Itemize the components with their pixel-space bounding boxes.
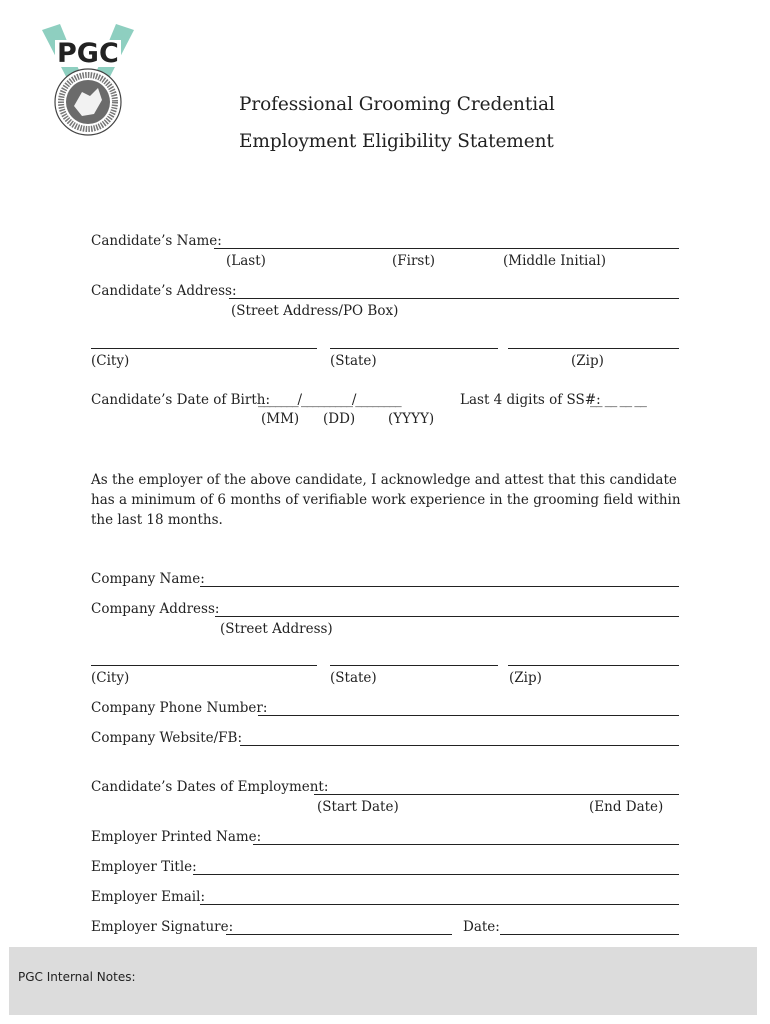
company-city-field[interactable] <box>91 665 317 666</box>
end-date-caption: (End Date) <box>589 799 664 815</box>
company-website-field[interactable] <box>240 745 679 746</box>
date-field[interactable] <box>500 934 679 935</box>
company-state-field[interactable] <box>330 665 498 666</box>
company-street-field[interactable] <box>215 616 679 617</box>
candidate-zip-field[interactable] <box>508 348 679 349</box>
company-address-label: Company Address: <box>91 601 220 617</box>
employment-dates-label: Candidate’s Dates of Employment: <box>91 779 329 795</box>
document-title-line2: Employment Eligibility Statement <box>239 131 554 152</box>
candidate-city-caption: (City) <box>91 353 130 369</box>
attestation-paragraph: As the employer of the above candidate, I acknowledge and attest that this candidate has a minimum of 6 months of verifiable work experience in the grooming field within the last 18 months. <box>91 472 681 528</box>
name-first-caption: (First) <box>392 253 436 269</box>
name-middle-caption: (Middle Initial) <box>503 253 607 269</box>
date-label: Date: <box>463 919 500 935</box>
company-name-field[interactable] <box>200 586 679 587</box>
candidate-name-label: Candidate’s Name: <box>91 233 222 249</box>
company-zip-caption: (Zip) <box>509 670 542 686</box>
dob-label: Candidate’s Date of Birth: <box>91 392 271 408</box>
dob-mm-caption: (MM) <box>261 411 300 427</box>
company-website-label: Company Website/FB: <box>91 730 243 746</box>
employer-printed-name-label: Employer Printed Name: <box>91 829 262 845</box>
dob-yyyy-caption: (YYYY) <box>388 411 435 427</box>
candidate-street-field[interactable] <box>229 298 679 299</box>
employment-dates-field[interactable] <box>314 794 679 795</box>
employer-signature-label: Employer Signature: <box>91 919 234 935</box>
start-date-caption: (Start Date) <box>317 799 399 815</box>
employer-title-label: Employer Title: <box>91 859 197 875</box>
employer-printed-name-field[interactable] <box>253 844 679 845</box>
company-phone-field[interactable] <box>258 715 679 716</box>
dob-dd-caption: (DD) <box>323 411 356 427</box>
dob-field[interactable]: _______/_________/________ <box>258 392 401 408</box>
candidate-state-field[interactable] <box>330 348 498 349</box>
candidate-address-label: Candidate’s Address: <box>91 283 237 299</box>
company-state-caption: (State) <box>330 670 377 686</box>
name-last-caption: (Last) <box>226 253 266 269</box>
company-name-label: Company Name: <box>91 571 205 587</box>
document-title-line1: Professional Grooming Credential <box>239 94 555 115</box>
pgc-logo <box>38 22 138 140</box>
candidate-state-caption: (State) <box>330 353 377 369</box>
candidate-zip-caption: (Zip) <box>571 353 604 369</box>
company-phone-label: Company Phone Number: <box>91 700 268 716</box>
candidate-street-caption: (Street Address/PO Box) <box>231 303 399 319</box>
employer-email-label: Employer Email: <box>91 889 205 905</box>
internal-notes-label: PGC Internal Notes: <box>18 970 136 984</box>
candidate-name-field[interactable] <box>214 248 679 249</box>
candidate-city-field[interactable] <box>91 348 317 349</box>
company-street-caption: (Street Address) <box>220 621 333 637</box>
company-city-caption: (City) <box>91 670 130 686</box>
employer-signature-field[interactable] <box>226 934 452 935</box>
ss-label: Last 4 digits of SS#: <box>460 392 601 408</box>
logo-text: PGC <box>57 38 119 69</box>
employer-email-field[interactable] <box>200 904 679 905</box>
employer-title-field[interactable] <box>193 874 679 875</box>
ss-field[interactable]: __ __ __ __ <box>590 392 646 408</box>
company-zip-field[interactable] <box>508 665 679 666</box>
